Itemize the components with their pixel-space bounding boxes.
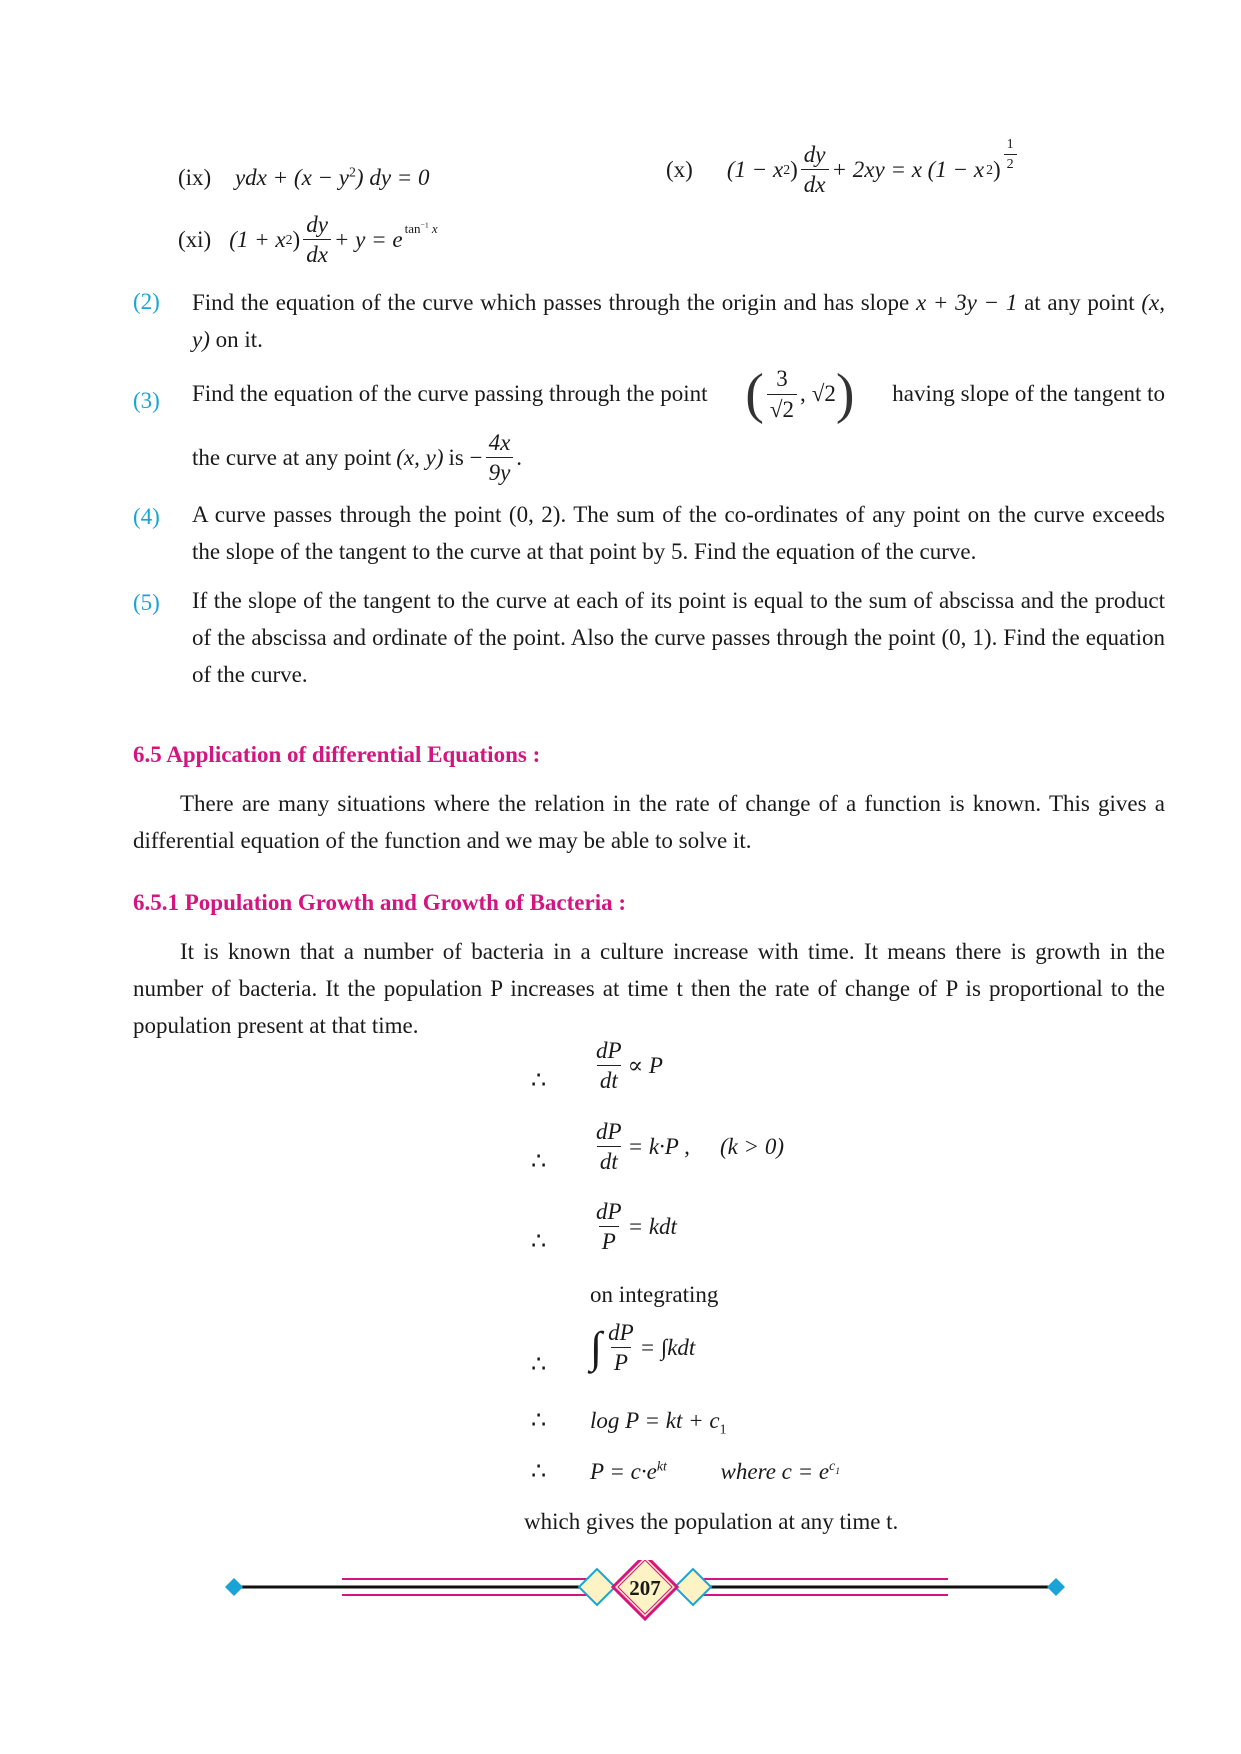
equation-lhs: P = c·e — [590, 1459, 657, 1484]
exercise-label: (x) — [666, 156, 693, 182]
separator: , — [800, 381, 806, 407]
text-segment: Find the equation of the curve which passes through the origin and has slope — [192, 290, 916, 315]
diamond-icon — [675, 1569, 711, 1605]
superscript: kt — [656, 1458, 667, 1474]
equation-rhs: = ∫kdt — [639, 1334, 696, 1360]
derivative-fraction — [593, 1038, 625, 1094]
equation-4 — [590, 1320, 695, 1376]
subscript: 1 — [719, 1421, 727, 1437]
equation-6 — [590, 1457, 840, 1487]
derivative-fraction — [801, 142, 829, 198]
problem-3-line1 — [192, 363, 1165, 425]
therefore-symbol: ∴ — [531, 1229, 547, 1255]
equation-rhs: = k·P , — [627, 1133, 690, 1159]
exercise-xi: (xi) (1 + x 2 ) $\frac{dy}{dx}$ + y = e $\tan^{-1} x$ — [178, 212, 438, 268]
exponent: 2 — [349, 164, 356, 180]
fraction-numerator: 4x — [488, 430, 511, 455]
fraction-denominator: 9y — [486, 457, 514, 485]
derivative-fraction — [593, 1119, 625, 1175]
problem-3-line2 — [192, 430, 522, 486]
subscript: 1 — [835, 1466, 841, 1478]
equation-lhs: log P = kt + c — [590, 1408, 720, 1433]
math-expression: x + 3y − 1 — [916, 290, 1018, 315]
integral-sign: ∫ — [590, 1322, 603, 1372]
therefore-symbol: ∴ — [531, 1149, 547, 1175]
equation-3 — [590, 1199, 677, 1255]
right-paren: ) — [835, 363, 855, 425]
fraction-numerator: dy — [306, 212, 328, 237]
text-segment: having slope of the tangent to — [892, 381, 1165, 407]
equation-part: ) — [790, 156, 798, 182]
equation-5 — [590, 1406, 727, 1436]
condition: (k > 0) — [719, 1133, 784, 1159]
equation-part: (1 + x — [229, 226, 286, 252]
therefore-symbol: ∴ — [531, 1408, 547, 1434]
fraction-denominator: P — [599, 1226, 619, 1254]
equation-1 — [590, 1038, 663, 1094]
subsection-heading: 6.5.1 Population Growth and Growth of Bacteria : — [133, 890, 627, 915]
diamond-icon — [1047, 1578, 1065, 1596]
diamond-icon — [225, 1578, 243, 1596]
equation-part: (1 − x — [726, 156, 784, 182]
where-text: where c = e — [720, 1459, 830, 1484]
where-clause — [721, 1459, 841, 1484]
text-segment: at any point — [1017, 290, 1142, 315]
coordinate-fraction — [767, 366, 797, 422]
equation-part: ) dy = 0 — [355, 165, 430, 190]
exercise-label: (ix) — [178, 165, 212, 190]
power-expression — [405, 221, 438, 238]
separated-fraction — [593, 1199, 625, 1255]
power-variable: x — [431, 221, 438, 237]
inverse-exponent: −1 — [420, 221, 429, 231]
fraction-numerator: dy — [803, 142, 826, 167]
conclusion — [524, 1507, 898, 1537]
therefore-symbol: ∴ — [531, 1068, 547, 1094]
fraction-denominator: dx — [801, 169, 829, 197]
problem-number: (5) — [133, 590, 160, 615]
problem-2-text — [192, 284, 1165, 358]
coordinate-value: √2 — [811, 381, 836, 407]
fraction-numerator: 3 — [776, 366, 788, 392]
footer-ornament — [0, 1560, 1241, 1630]
problem-5-text: If the slope of the tangent to the curve at each of its point is equal to the sum of abscissa and the product of the abscissa and ordinate of the point. Also the curve passes through the point (0, 1). Find the equation of the curve. — [192, 588, 1165, 687]
math-expression: (x, y) — [192, 290, 1165, 352]
diamond-icon — [579, 1569, 615, 1605]
equation-part: ydx + (x − y — [234, 165, 350, 190]
math-expression: (x, y) — [396, 444, 444, 470]
equation-rhs: = kdt — [627, 1213, 677, 1239]
page-number: 207 — [629, 1576, 661, 1600]
problem-number: (4) — [133, 504, 160, 529]
fraction-denominator: dt — [597, 1065, 621, 1093]
therefore-symbol: ∴ — [531, 1459, 547, 1485]
conclusion-text: which gives the population at any time t. — [524, 1509, 899, 1534]
equation-part: ) — [292, 226, 301, 252]
slope-fraction — [486, 430, 514, 486]
point-coordinates — [745, 363, 855, 425]
fraction-denominator: P — [611, 1347, 631, 1375]
fraction-numerator: 1 — [1006, 136, 1014, 152]
exercise-label: (xi) — [178, 226, 212, 252]
subsection-paragraph: It is known that a number of bacteria in a culture increase with time. It means there is growth in the number of bacteria. It the population P increases at time t then the rate of change of P is proportional to the population present at that time. — [133, 939, 1165, 1038]
text-segment: Find the equation of the curve passing through the point — [192, 381, 708, 407]
fraction-numerator: dP — [596, 1038, 622, 1063]
derivative-fraction — [303, 212, 331, 268]
left-paren: ( — [745, 363, 764, 425]
fraction-denominator: 2 — [1004, 154, 1017, 172]
therefore-symbol: ∴ — [531, 1352, 547, 1378]
fraction-numerator: dP — [596, 1119, 622, 1144]
text-segment: . — [516, 444, 523, 470]
section-heading: 6.5 Application of differential Equations : — [133, 742, 541, 767]
problem-4-text: A curve passes through the point (0, 2). The sum of the co-ordinates of any point on the curve exceeds the slope of the tangent to the curve at that point by 5. Find the equation of the curve. — [192, 502, 1165, 564]
integrand-fraction — [605, 1320, 637, 1376]
fraction-denominator: √2 — [767, 394, 797, 422]
text-segment: on it. — [209, 327, 263, 352]
fraction-denominator: dx — [303, 239, 331, 267]
power-fraction — [1004, 137, 1017, 173]
section-paragraph: There are many situations where the relation in the rate of change of a function is known. This gives a differential equation of the function and we may be able to solve it. — [133, 791, 1165, 853]
text-segment: the curve at any point — [192, 444, 392, 470]
power-function: tan — [404, 221, 421, 237]
problem-number: (2) — [133, 289, 160, 314]
problem-number: (3) — [133, 388, 160, 413]
superscript — [829, 1458, 841, 1478]
superscript-base: c — [829, 1458, 836, 1474]
equation-part: ) — [992, 156, 1001, 182]
equation-2 — [590, 1119, 784, 1175]
integrating-note: on integrating — [590, 1282, 719, 1307]
equation-rhs: ∝ P — [627, 1052, 663, 1078]
text-segment: is − — [448, 444, 483, 470]
fraction-numerator: dP — [608, 1320, 634, 1345]
exercise-x: (x) (1 − x 2 ) $\frac{dy}{dx}$ + 2xy = x (1 − x 2 ) $\frac{1}{2}$ — [666, 142, 1020, 198]
equation-part: + y = e — [333, 226, 403, 252]
fraction-denominator: dt — [597, 1146, 621, 1174]
fraction-numerator: dP — [596, 1199, 622, 1224]
equation-part: + 2xy = x (1 − x — [831, 156, 985, 182]
exercise-ix — [178, 163, 430, 193]
